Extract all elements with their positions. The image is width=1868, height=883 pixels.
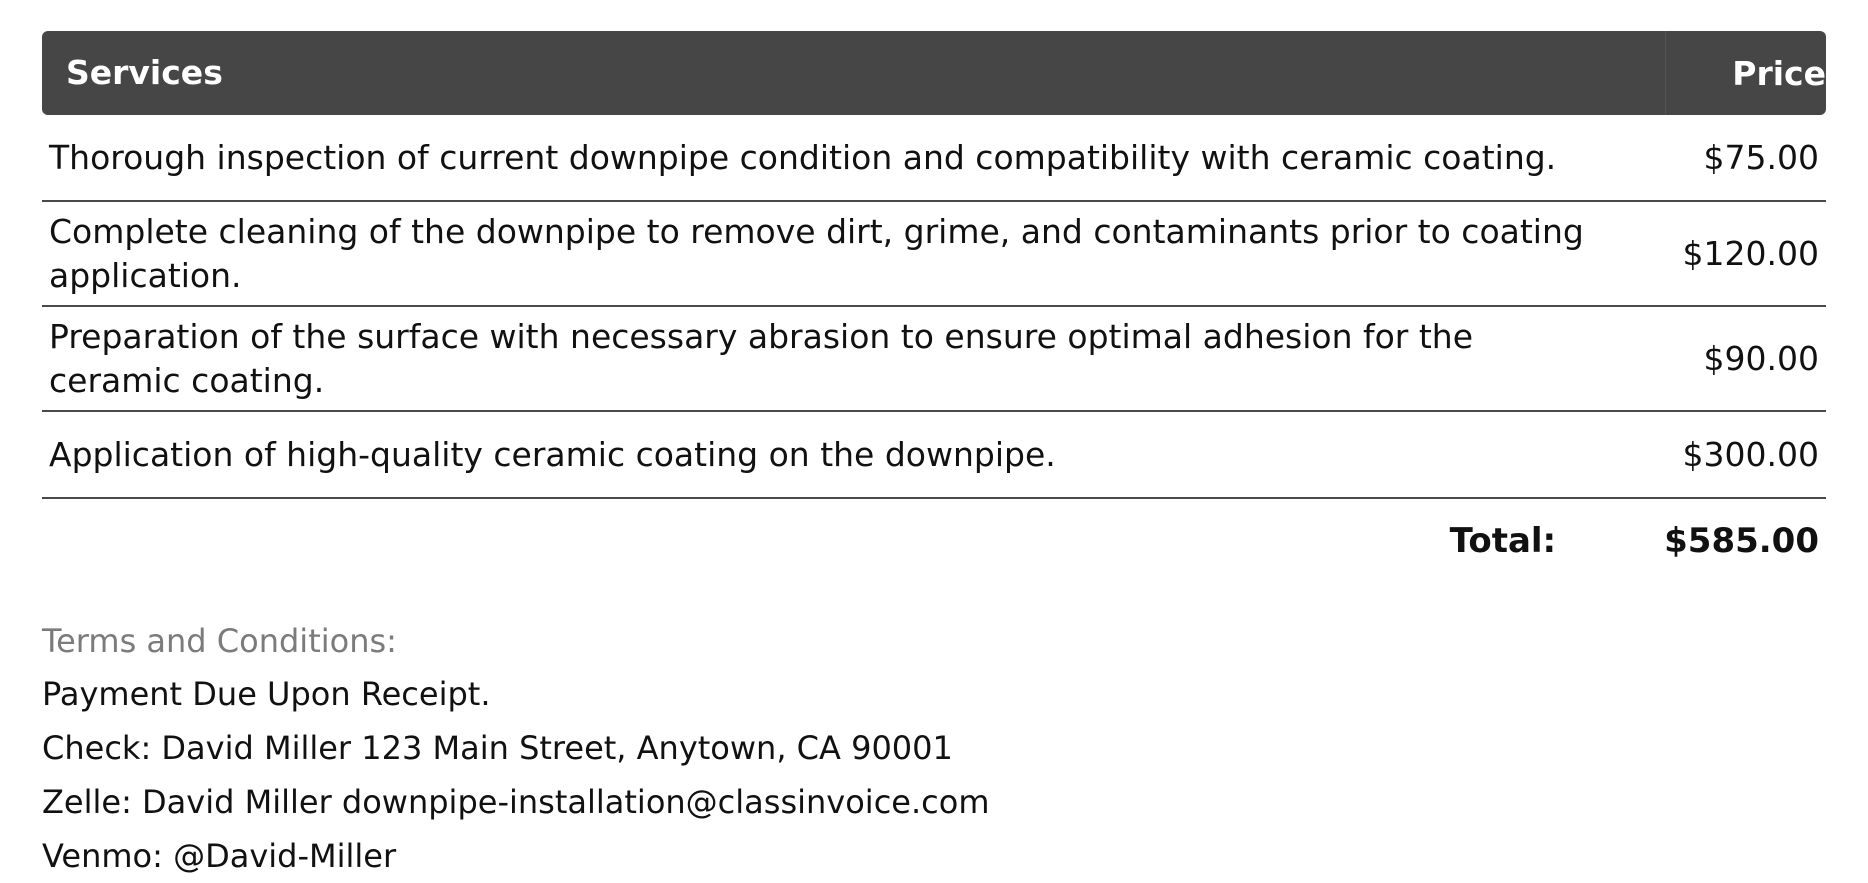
service-price: $120.00	[1682, 233, 1819, 273]
table-header	[42, 31, 1826, 115]
total-label: Total:	[1449, 521, 1557, 561]
service-price: $300.00	[1682, 434, 1819, 474]
zelle-payment-line: Zelle: David Miller downpipe-installation@classinvoice.com	[42, 783, 990, 821]
table-row	[42, 202, 1826, 307]
total-value: $585.00	[1664, 521, 1819, 561]
service-price: $90.00	[1703, 338, 1819, 378]
service-description: Preparation of the surface with necessary abrasion to ensure optimal adhesion for the ceramic coating.	[49, 316, 1474, 400]
service-description: Thorough inspection of current downpipe condition and compatibility with ceramic coating.	[49, 137, 1557, 177]
payment-due-line: Payment Due Upon Receipt.	[42, 675, 491, 713]
terms-title: Terms and Conditions:	[42, 622, 397, 660]
price-column-header	[1666, 54, 1826, 93]
table-row	[42, 115, 1826, 202]
table-row	[42, 307, 1826, 412]
services-column-header: Services	[42, 31, 1666, 115]
table-row	[42, 412, 1826, 499]
total-row	[42, 499, 1826, 583]
terms-section	[42, 615, 1826, 883]
invoice-section	[42, 31, 1826, 883]
price-header-label: Price	[1732, 53, 1826, 93]
service-description: Application of high-quality ceramic coating on the downpipe.	[49, 434, 1056, 474]
service-price: $75.00	[1703, 137, 1819, 177]
check-payment-line: Check: David Miller 123 Main Street, Anytown, CA 90001	[42, 729, 953, 767]
services-table	[42, 31, 1826, 583]
venmo-payment-line: Venmo: @David-Miller	[42, 837, 397, 875]
service-description: Complete cleaning of the downpipe to remove dirt, grime, and contaminants prior to coating application.	[49, 211, 1584, 295]
